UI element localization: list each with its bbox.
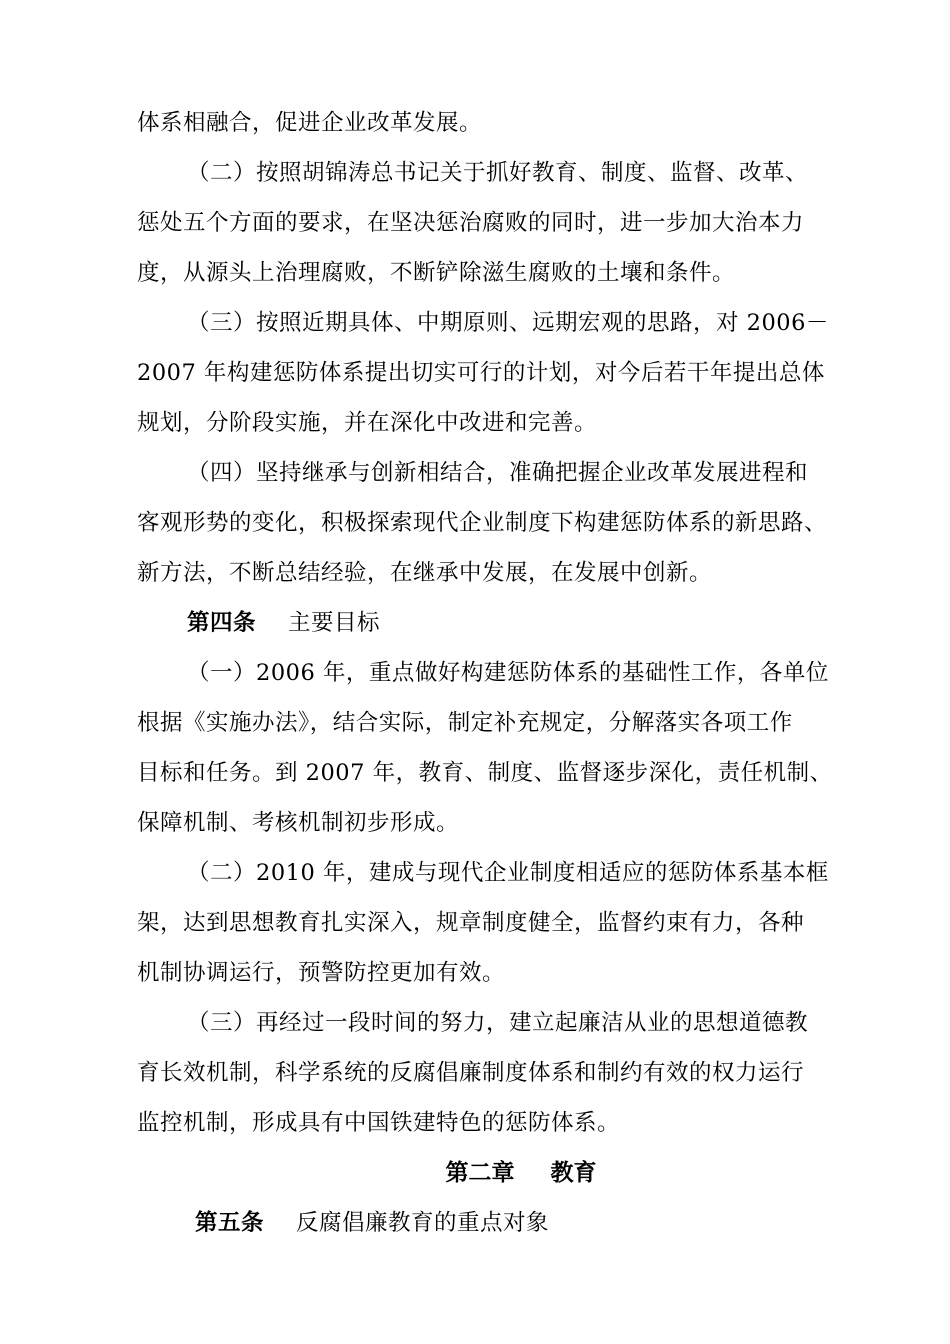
article-title: 反腐倡廉教育的重点对象 [296,1210,550,1236]
chapter-number: 第二章 [445,1159,515,1186]
paragraph-line: （二）按照胡锦涛总书记关于抓好教育、制度、监督、改革、 [187,160,809,186]
paragraph-line: 规划，分阶段实施，并在深化中改进和完善。 [137,410,598,436]
paragraph-line: （三）按照近期具体、中期原则、远期宏观的思路，对 2006－ [187,310,829,336]
article-label: 第四条 [187,610,257,636]
document-body [137,98,867,1248]
article-heading [137,1198,867,1248]
paragraph-line: 2007 年构建惩防体系提出切实可行的计划，对今后若干年提出总体 [137,360,825,386]
paragraph-line: 惩处五个方面的要求，在坚决惩治腐败的同时，进一步加大治本力 [137,210,805,236]
paragraph-line: （四）坚持继承与创新相结合，准确把握企业改革发展进程和 [187,460,809,486]
paragraph-line: 客观形势的变化，积极探索现代企业制度下构建惩防体系的新思路、 [137,510,828,536]
article-title: 主要目标 [288,610,381,636]
paragraph-line: 度，从源头上治理腐败，不断铲除滋生腐败的土壤和条件。 [137,260,736,286]
article-label: 第五条 [195,1210,265,1236]
paragraph-line: 监控机制，形成具有中国铁建特色的惩防体系。 [137,1110,621,1136]
paragraph-line: 目标和任务。到 2007 年，教育、制度、监督逐步深化，责任机制、 [137,760,833,786]
article-heading [137,598,867,648]
paragraph-line: （二）2010 年，建成与现代企业制度相适应的惩防体系基本框 [187,860,829,886]
paragraph-line: （一）2006 年，重点做好构建惩防体系的基础性工作，各单位 [187,660,829,686]
chapter-heading [137,1148,867,1198]
chapter-title: 教育 [550,1159,597,1186]
paragraph-line: 体系相融合，促进企业改革发展。 [137,110,483,136]
paragraph-line: 根据《实施办法》，结合实际，制定补充规定，分解落实各项工作 [137,710,793,736]
paragraph-line: 育长效机制，科学系统的反腐倡廉制度体系和制约有效的权力运行 [137,1060,805,1086]
paragraph-line: 保障机制、考核机制初步形成。 [137,810,460,836]
paragraph-line: 机制协调运行，预警防控更加有效。 [137,960,506,986]
paragraph-line: 架，达到思想教育扎实深入，规章制度健全，监督约束有力，各种 [137,910,805,936]
paragraph-line: 新方法，不断总结经验，在继承中发展，在发展中创新。 [137,560,713,586]
paragraph-line: （三）再经过一段时间的努力，建立起廉洁从业的思想道德教 [187,1010,809,1036]
